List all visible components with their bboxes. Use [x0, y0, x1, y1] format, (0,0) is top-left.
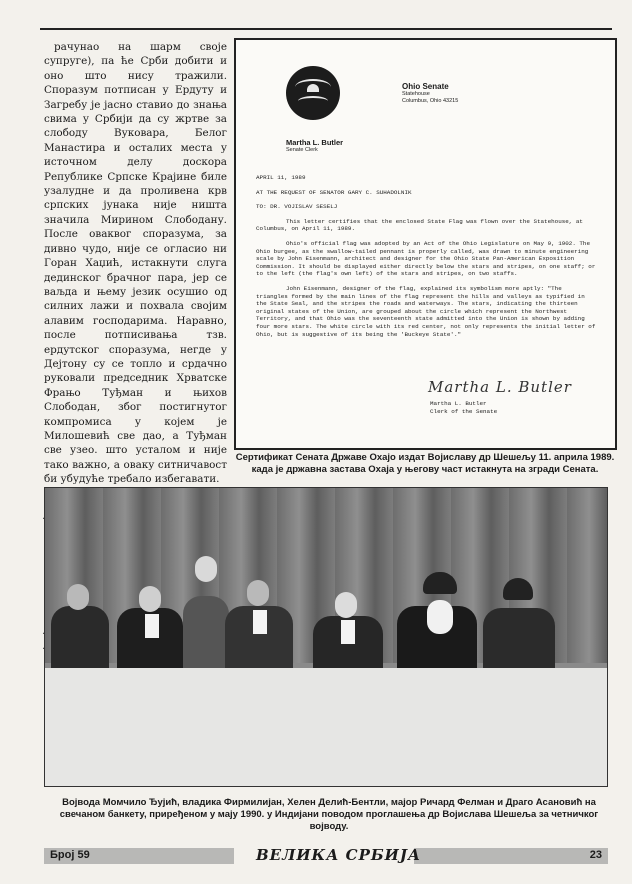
page-number: 23 [589, 849, 602, 861]
ohio-senate-letter [234, 38, 617, 450]
photo-priest-hat [503, 578, 533, 600]
banquet-photo [44, 487, 608, 787]
photo-person-head [247, 580, 269, 606]
sender-role: Senate Clerk [286, 147, 318, 153]
letter-sender [286, 138, 343, 153]
signer-name: Martha L. Butler [430, 400, 487, 407]
page-footer [44, 846, 608, 866]
photo-caption: Војвода Момчило Ђујић, владика Фирмилијан, Хелен Делић-Бентли, мајор Ричард Фелман и Драго Асановић на свечаном банкету, приређеном у мају 1990. у Индијани поводом проглашења др Војислава Шешеља за четничког војводу. [59, 797, 599, 832]
photo-shirt [145, 614, 159, 638]
photo-person-head [335, 592, 357, 618]
footer-bar-right [414, 848, 608, 864]
issue-number: Број 59 [50, 849, 90, 861]
letter-date: APRIL 11, 1989 [256, 174, 306, 181]
photo-person-head [67, 584, 89, 610]
masthead-title: ВЕЛИКА СРБИЈА [256, 846, 422, 864]
letter-body [256, 174, 596, 338]
letter-paragraph-1: This letter certifies that the enclosed State Flag was flown over the Statehouse, at Columbus, on April 11, 1989. [256, 217, 583, 233]
letter-recipient: TO: DR. VOJISLAV SESELJ [256, 203, 338, 211]
letter-signer [430, 400, 497, 415]
letter-caption: Сертификат Сената Државе Охајо издат Војиславу др Шешељу 11. априла 1989. када је државна застава Охаја у његову част истакнута на згради Сената. [235, 452, 615, 475]
letterhead-line-1: Statehouse [402, 91, 430, 97]
letter-paragraph-3: John Eisenmann, designer of the flag, explained its symbolism more aptly: "The triangles formed by the main lines of the flag represent the hills and valleys as typified in the State Seal, and the stripes the roads and waterways. The stars, indicating the thirteen original states of the Union, are grouped about the circle which represent the Northwest Territory, and that Ohio was the seventeenth state admitted into the Union is shown by adding four more stars. The white circle with its red center, not only represents the initial letter of Ohio, but is suggestive of its being the 'Buckeye State'." [256, 284, 596, 338]
photo-shirt [341, 620, 355, 644]
top-rule [40, 28, 612, 30]
article-paragraph-1: рачунао на шарм своје супруге), па ће Срби добити и оно што нису тражили. Споразум потписан у Ердуту и Загребу је јасно ставио до знања свима у Србији да су жртве за слободу Вуковара, Белог Манастира и осталих места у источном делу доскора Републике Српске Крајине биле узалудне и да проливена крв српских јунака није ништа значила Мирином Слободану. После оваквог споразума, за дивно чудо, није се огласио ни Горан Хаџић, истакнути слуга дединског брачног пара, јер се ваљда и њему језик осушио од силних лажи и похвала својим алавим господарима. Наравно, после потписивања тзв. ердутског споразума, негде у Дејтону су се топло и срдачно руковали председник Хрватске Фрањо Туђман и њихов Слободан, због постигнутог компромиса у којем је Милошевић све дао, а Туђман све узео. што усталом и није тако важно, а оваку ситничавост би убудуће требало избегавати. [44, 41, 227, 486]
letterhead-title: Ohio Senate [402, 82, 449, 91]
photo-shirt [253, 610, 267, 634]
photo-priest-hat [423, 572, 457, 594]
letter-request: AT THE REQUEST OF SENATOR GARY C. SUHADOLNIK [256, 188, 412, 196]
letterhead [402, 82, 458, 105]
photo-person-head [139, 586, 161, 612]
letter-paragraph-2: Ohio's official flag was adopted by an Act of the Ohio Legislature on May 9, 1902. The Ohio burgee, as the swallow-tailed pennant is properly called, was drawn to minute engineering scale by John Eisenmann, architect and designer for the Ohio State Pan-American Exposition Commission. It should be displayed either directly below the stars and stripes, on one staff; or to the left (the flag's own left) of the stars and stripes, on two staffs. [256, 239, 596, 278]
letterhead-line-2: Columbus, Ohio 43215 [402, 98, 459, 104]
handwritten-signature: Martha L. Butler [428, 378, 572, 396]
sender-name: Martha L. Butler [286, 138, 344, 147]
ohio-seal-icon [286, 66, 340, 120]
photo-person-head [195, 556, 217, 582]
photo-banquet-table [45, 668, 607, 786]
signer-title: Clerk of the Senate [430, 407, 498, 415]
photo-priest-beard [427, 600, 453, 634]
